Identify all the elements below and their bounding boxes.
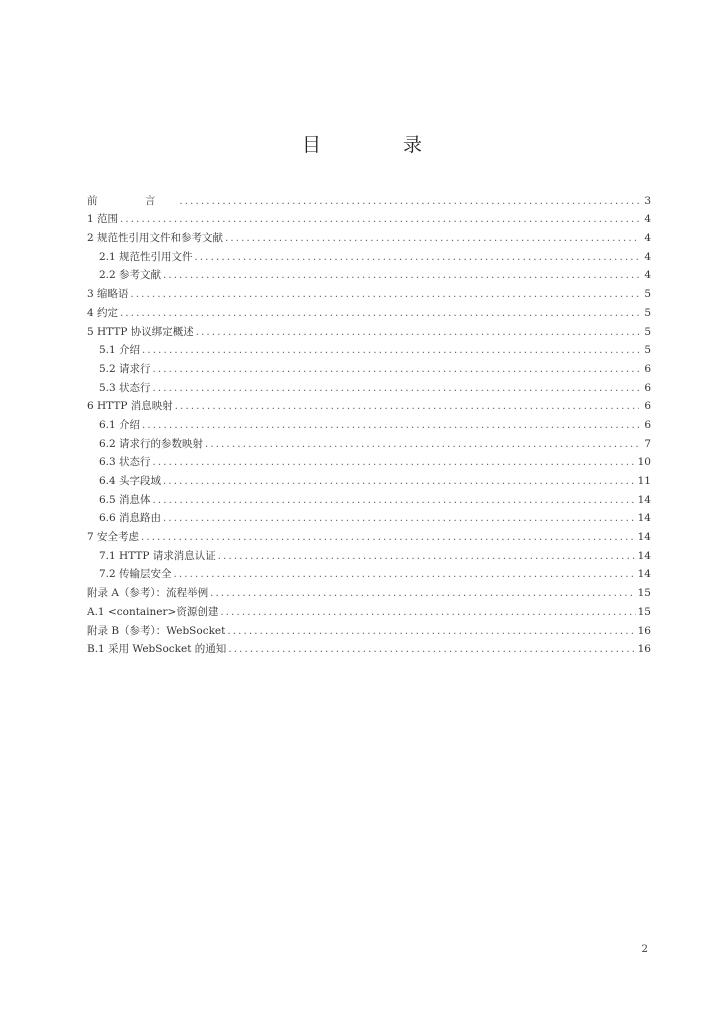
page-number: 2 xyxy=(641,943,648,955)
toc-entry-label: 5 HTTP 协议绑定概述 xyxy=(87,325,194,338)
toc-entry[interactable] xyxy=(87,189,651,208)
toc-entry-label: 5.1 介绍 xyxy=(99,344,141,357)
toc-entry-label: 7.2 传输层安全 xyxy=(99,568,172,581)
toc-entry[interactable] xyxy=(87,339,651,358)
toc-entry[interactable] xyxy=(87,619,651,638)
toc-entry[interactable] xyxy=(87,581,651,600)
toc-entry-page: 15 xyxy=(637,587,651,600)
toc-entry-page: 6 xyxy=(644,418,651,431)
toc-entry-label: 6.4 头字段域 xyxy=(99,475,162,487)
toc-dot-leader xyxy=(141,531,636,544)
toc-entry[interactable] xyxy=(87,376,651,395)
toc-entry[interactable] xyxy=(87,432,651,451)
toc-entry-label: 6.6 消息路由 xyxy=(99,512,162,525)
toc-dot-leader xyxy=(179,195,639,208)
toc-entry-page: 16 xyxy=(637,643,651,656)
toc-dot-leader xyxy=(218,550,636,563)
toc-dot-leader xyxy=(153,494,636,507)
toc-dot-leader xyxy=(153,363,639,376)
toc-dot-leader xyxy=(210,587,635,600)
toc-dot-leader xyxy=(163,475,636,488)
toc-dot-leader xyxy=(163,269,639,282)
toc-entry-page: 5 xyxy=(644,288,651,301)
toc-entry-page: 14 xyxy=(637,493,651,506)
toc-entry-label: 附录 A（参考）：流程举例 xyxy=(87,587,209,600)
toc-entry[interactable] xyxy=(87,413,651,432)
toc-dot-leader xyxy=(120,307,639,320)
toc-entry-label: B.1 采用 WebSocket 的通知 xyxy=(87,643,227,656)
toc-entry-page: 5 xyxy=(644,325,651,338)
toc-entry-label: 前 言 xyxy=(87,194,178,207)
toc-entry-page: 15 xyxy=(637,605,651,618)
toc-entry[interactable] xyxy=(87,600,651,619)
toc-entry-label: 6 HTTP 消息映射 xyxy=(87,400,173,413)
toc-dot-leader xyxy=(205,438,639,451)
toc-dot-leader xyxy=(228,643,635,656)
toc-dot-leader xyxy=(175,400,639,413)
toc-entry[interactable] xyxy=(87,563,651,582)
toc-entry-label: 5.2 请求行 xyxy=(99,362,151,375)
toc-entry-label: 附录 B（参考）：WebSocket xyxy=(87,624,226,637)
toc-entry[interactable] xyxy=(87,469,651,488)
toc-dot-leader xyxy=(120,213,639,226)
toc-entry-page: 6 xyxy=(644,400,651,413)
table-of-contents xyxy=(87,189,651,656)
toc-entry-page: 4 xyxy=(644,269,651,282)
toc-entry[interactable] xyxy=(87,301,651,320)
toc-entry-page: 11 xyxy=(637,475,651,487)
toc-entry-label: 1 范围 xyxy=(87,213,119,226)
toc-entry-label: 6.5 消息体 xyxy=(99,493,151,506)
toc-entry-page: 10 xyxy=(637,456,651,469)
toc-entry-label: 3 缩略语 xyxy=(87,288,129,301)
page-title: 目 录 xyxy=(301,134,461,156)
toc-entry-page: 14 xyxy=(637,512,651,525)
toc-dot-leader xyxy=(195,251,639,264)
toc-entry[interactable] xyxy=(87,525,651,544)
toc-entry[interactable] xyxy=(87,638,651,657)
toc-dot-leader xyxy=(142,419,639,432)
toc-entry-page: 14 xyxy=(637,549,651,562)
toc-entry[interactable] xyxy=(87,544,651,563)
toc-entry-label: 2.2 参考文献 xyxy=(99,269,162,282)
toc-entry-label: 6.2 请求行的参数映射 xyxy=(99,437,204,450)
toc-entry-label: 7.1 HTTP 请求消息认证 xyxy=(99,549,216,562)
toc-dot-leader xyxy=(220,606,635,619)
toc-entry-page: 4 xyxy=(644,213,651,226)
toc-entry-page: 6 xyxy=(644,381,651,394)
toc-entry-label: 5.3 状态行 xyxy=(99,381,151,394)
toc-entry[interactable] xyxy=(87,264,651,283)
toc-entry-page: 16 xyxy=(637,624,651,637)
toc-entry-label: 6.1 介绍 xyxy=(99,418,141,431)
toc-dot-leader xyxy=(163,512,636,525)
toc-entry-label: 7 安全考虑 xyxy=(87,531,140,544)
toc-entry[interactable] xyxy=(87,395,651,414)
toc-entry[interactable] xyxy=(87,357,651,376)
toc-entry[interactable] xyxy=(87,226,651,245)
toc-entry-label: 4 约定 xyxy=(87,306,119,319)
toc-dot-leader xyxy=(153,456,636,469)
toc-entry-page: 4 xyxy=(644,250,651,263)
toc-dot-leader xyxy=(227,625,635,638)
toc-entry-label: A.1 <container>资源创建 xyxy=(87,605,219,618)
toc-entry-label: 6.3 状态行 xyxy=(99,456,151,469)
toc-entry[interactable] xyxy=(87,282,651,301)
toc-entry[interactable] xyxy=(87,507,651,526)
toc-dot-leader xyxy=(153,382,639,395)
toc-entry-page: 6 xyxy=(644,362,651,375)
toc-entry-label: 2.1 规范性引用文件 xyxy=(99,250,193,263)
toc-entry[interactable] xyxy=(87,320,651,339)
toc-dot-leader xyxy=(196,326,639,339)
toc-dot-leader xyxy=(131,288,639,301)
toc-entry-page: 7 xyxy=(644,437,651,450)
toc-entry-label: 2 规范性引用文件和参考文献 xyxy=(87,232,224,245)
toc-entry-page: 14 xyxy=(637,531,651,544)
toc-entry-page: 3 xyxy=(644,194,651,207)
toc-dot-leader xyxy=(225,232,639,245)
toc-entry[interactable] xyxy=(87,245,651,264)
toc-dot-leader xyxy=(142,344,639,357)
toc-entry[interactable] xyxy=(87,488,651,507)
toc-entry-page: 4 xyxy=(644,232,651,245)
toc-entry[interactable] xyxy=(87,208,651,227)
toc-entry-page: 5 xyxy=(644,344,651,357)
toc-entry-page: 5 xyxy=(644,306,651,319)
toc-entry[interactable] xyxy=(87,451,651,470)
toc-entry-page: 14 xyxy=(637,568,651,581)
toc-dot-leader xyxy=(174,568,636,581)
